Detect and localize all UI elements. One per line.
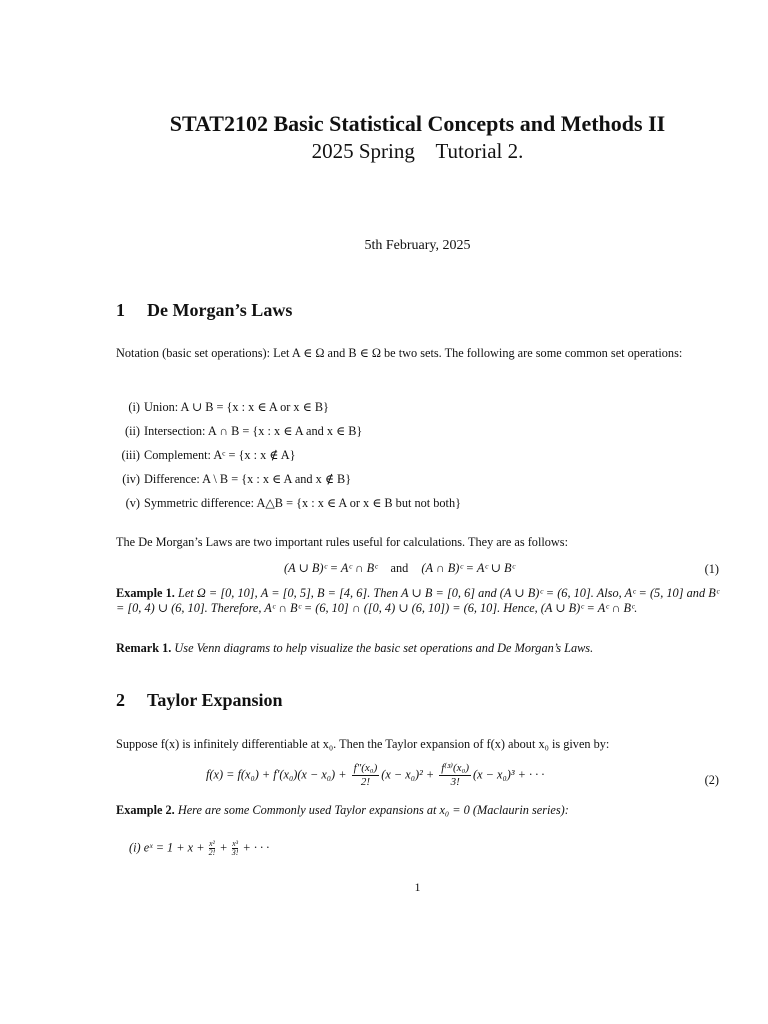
fraction: $\frac{\text{x²}}{2!}$ [208, 839, 216, 857]
fraction: $\frac{\text{x³}}{3!}$ [231, 839, 239, 857]
law-intersection: (A ∩ B)ᶜ = Aᶜ ∪ Bᶜ [421, 561, 515, 575]
section-title: De Morgan’s Laws [147, 300, 293, 320]
remark-text: Use Venn diagrams to help visualize the basic set operations and De Morgan’s Laws. [174, 641, 594, 655]
document-date: 5th February, 2025 [364, 238, 471, 253]
taylor-intro: Suppose f(x) is infinitely differentiable at x₀. Then the Taylor expansion of f(x) about x₀ is given by: [116, 737, 610, 751]
example-2 [116, 803, 569, 818]
page-number: 1 [414, 880, 421, 894]
section-number: 1 [116, 300, 125, 320]
equation-1 [284, 561, 515, 576]
example-label: Example 2. [116, 803, 175, 817]
equation-2: f(x) = f(x₀) + f′(x₀)(x − x₀) + $\frac{\text{f″(x₀)}}{2!}$ (x − x₀)² + $\frac{\text{f⁽³⁾(x₀)}}{3!}$ (x − x₀)³ + · · · [206, 762, 545, 788]
example-text: Here are some Commonly used Taylor expansions at x₀ = 0 (Maclaurin series): [177, 803, 569, 817]
laws-intro: The De Morgan’s Laws are two important rules useful for calculations. They are as follows: [116, 535, 569, 549]
list-item: (ii) Intersection: A ∩ B = {x : x ∈ A and x ∈ B} [124, 424, 363, 438]
example-1 [116, 586, 719, 616]
section-title: Taylor Expansion [147, 690, 283, 710]
section-heading-1 [116, 300, 292, 321]
document-title: STAT2102 Basic Statistical Concepts and Methods II [169, 111, 666, 136]
equation-number-2: (2) [704, 773, 719, 787]
fraction: $\frac{\text{f⁽³⁾(x₀)}}{3!}$ [441, 762, 470, 788]
example-label: Example 1. [116, 586, 175, 600]
document-subtitle: 2025 Spring Tutorial 2. [311, 139, 524, 163]
example-text: Let Ω = [0, 10], A = [0, 5], B = [4, 6]. Then A ∪ B = [0, 6] and (A ∪ B)ᶜ = (6, 10]. Also, Aᶜ = (5, 10] and Bᶜ = [0, 4) ∪ (6, 10]. Therefore, Aᶜ ∩ Bᶜ = (6, 10] ∩ ([0, 4) ∪ (6, 10]) = (6, 10]. Hence, (A ∪ B)ᶜ = Aᶜ ∩ Bᶜ. [116, 586, 719, 615]
list-item: (iii) Complement: Aᶜ = {x : x ∉ A} [121, 448, 296, 462]
equation-number-1: (1) [704, 562, 719, 576]
law-connector: and [390, 561, 409, 575]
remark-1 [116, 641, 593, 656]
law-union: (A ∪ B)ᶜ = Aᶜ ∩ Bᶜ [284, 561, 378, 575]
list-item: (iv) Difference: A \ B = {x : x ∈ A and x ∉ B} [122, 472, 352, 486]
list-item: (i) eˣ = 1 + x + $\frac{\text{x²}}{2!}$ + $\frac{\text{x³}}{3!}$ + · · · [129, 839, 270, 857]
section-heading-2 [116, 690, 283, 711]
remark-label: Remark 1. [116, 641, 172, 655]
section-number: 2 [116, 690, 125, 710]
fraction: $\frac{\text{f″(x₀)}}{2!}$ [353, 762, 378, 788]
notation-paragraph: Notation (basic set operations): Let A ∈ Ω and B ∈ Ω be two sets. The following are some common set operations: [116, 346, 683, 360]
list-item: (v) Symmetric difference: A△B = {x : x ∈ A or x ∈ B but not both} [125, 496, 462, 510]
list-item: (i) Union: A ∪ B = {x : x ∈ A or x ∈ B} [128, 400, 329, 414]
